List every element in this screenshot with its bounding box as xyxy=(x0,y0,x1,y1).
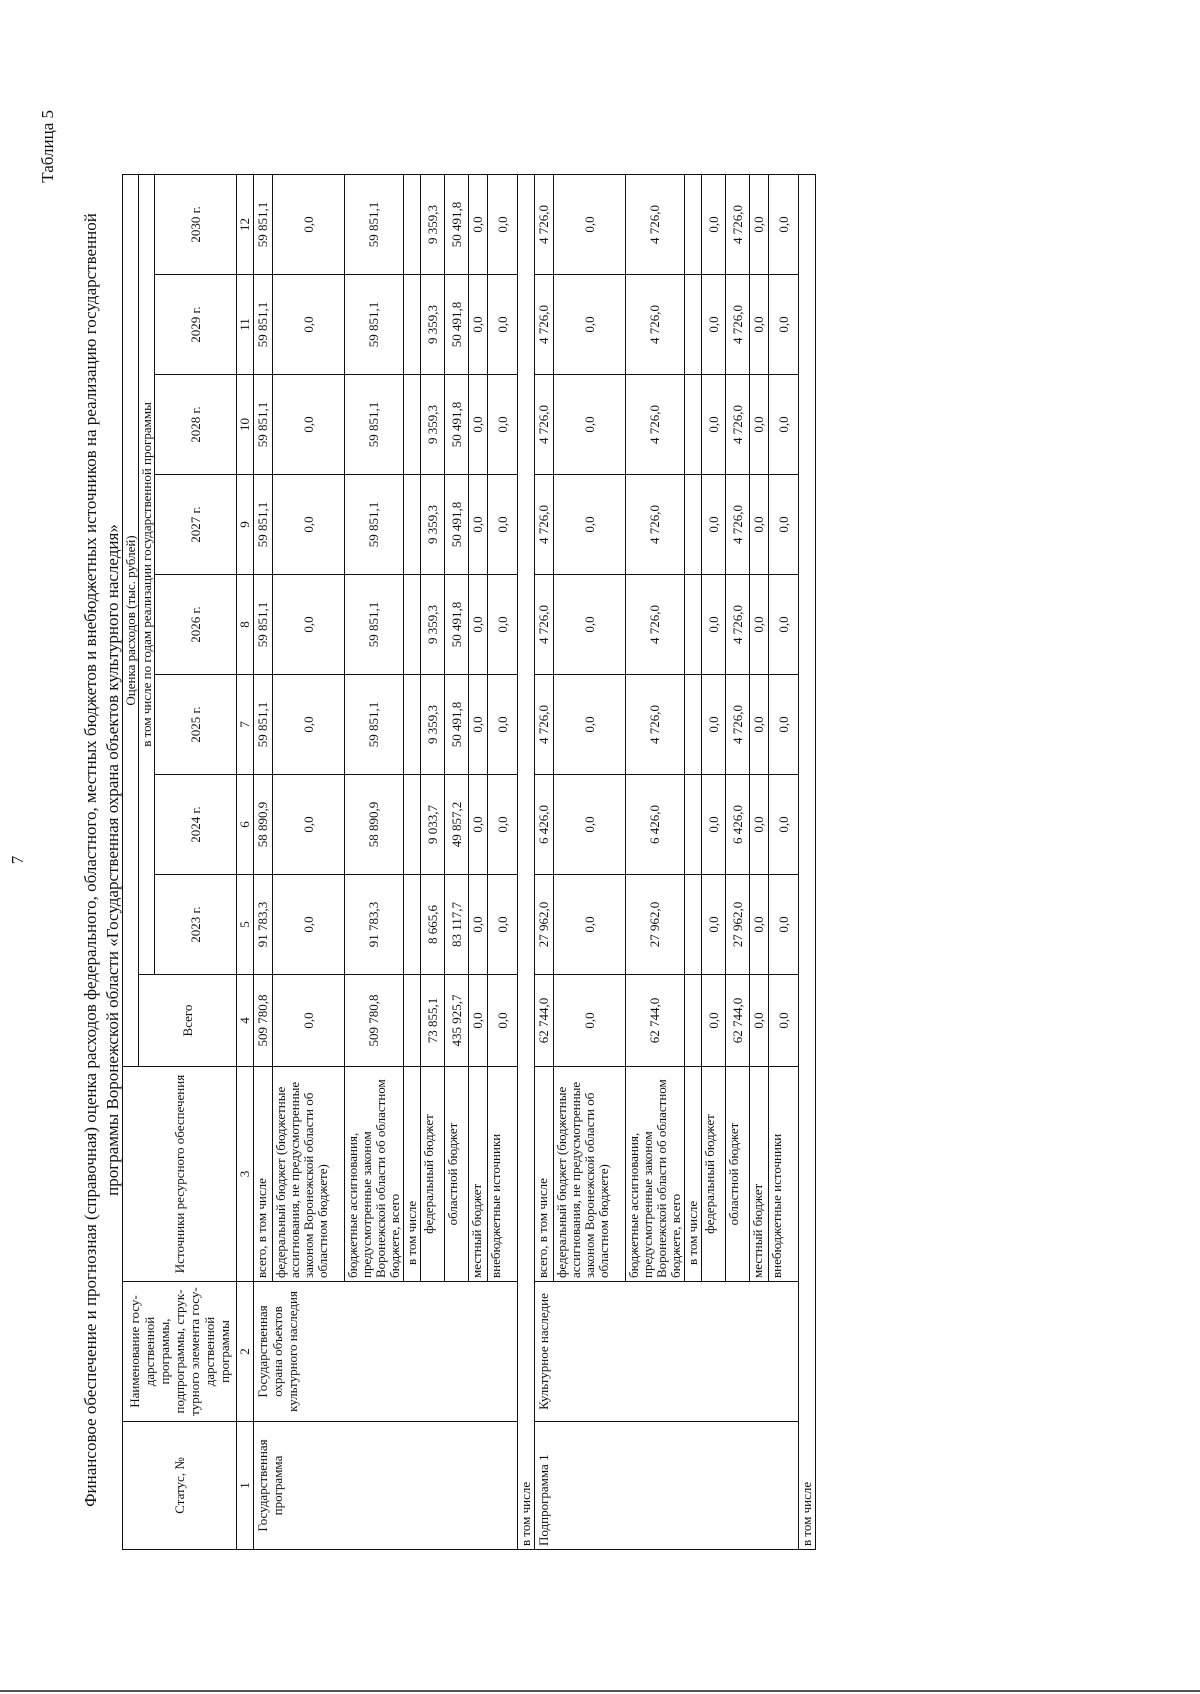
value-cell: 27 962,0 xyxy=(726,875,750,975)
column-number: 10 xyxy=(237,375,254,475)
value-cell: 91 783,3 xyxy=(345,875,404,975)
value-cell: 0,0 xyxy=(469,174,488,274)
table-row xyxy=(535,174,554,1549)
column-numbers-row xyxy=(237,174,254,1549)
value-cell xyxy=(404,575,421,675)
value-cell: 0,0 xyxy=(769,775,799,875)
value-cell: 6 426,0 xyxy=(626,775,685,875)
column-number: 3 xyxy=(237,1067,254,1282)
value-cell: 0,0 xyxy=(702,675,726,775)
value-cell: 50 491,8 xyxy=(445,675,469,775)
row-in-that-number: в том числе xyxy=(799,174,816,1549)
value-cell: 59 851,1 xyxy=(345,575,404,675)
value-cell: 0,0 xyxy=(488,275,518,375)
value-cell: 83 117,7 xyxy=(445,875,469,975)
row-source: федеральный бюджет xyxy=(702,1067,726,1282)
value-cell: 4 726,0 xyxy=(726,475,750,575)
value-cell: 509 780,8 xyxy=(254,975,273,1067)
value-cell: 62 744,0 xyxy=(726,975,750,1067)
value-cell: 0,0 xyxy=(702,875,726,975)
value-cell: 4 726,0 xyxy=(726,575,750,675)
value-cell: 9 359,3 xyxy=(421,475,445,575)
value-cell: 0,0 xyxy=(469,775,488,875)
value-cell: 0,0 xyxy=(273,174,345,274)
value-cell: 0,0 xyxy=(273,275,345,375)
value-cell: 0,0 xyxy=(769,475,799,575)
value-cell: 59 851,1 xyxy=(345,675,404,775)
value-cell: 59 851,1 xyxy=(345,275,404,375)
header-year: 2027 г. xyxy=(155,475,237,575)
header-year: 2023 г. xyxy=(155,875,237,975)
value-cell: 0,0 xyxy=(702,775,726,875)
value-cell: 0,0 xyxy=(488,675,518,775)
value-cell: 9 033,7 xyxy=(421,775,445,875)
value-cell: 4 726,0 xyxy=(726,675,750,775)
value-cell: 0,0 xyxy=(488,174,518,274)
header-source: Источники ресурсного обеспечения xyxy=(123,1067,237,1282)
row-in-that-number: в том числе xyxy=(518,174,535,1549)
value-cell: 9 359,3 xyxy=(421,375,445,475)
column-number: 9 xyxy=(237,475,254,575)
row-source: всего, в том числе xyxy=(254,1067,273,1282)
value-cell: 0,0 xyxy=(702,475,726,575)
value-cell: 59 851,1 xyxy=(254,575,273,675)
value-cell xyxy=(404,275,421,375)
value-cell: 59 851,1 xyxy=(254,675,273,775)
value-cell: 0,0 xyxy=(469,675,488,775)
column-number: 6 xyxy=(237,775,254,875)
value-cell: 50 491,8 xyxy=(445,475,469,575)
row-source: всего, в том числе xyxy=(535,1067,554,1282)
row-program-name: Культурное наследие xyxy=(535,1282,799,1422)
row-source: федеральный бюджет xyxy=(421,1067,445,1282)
value-cell: 59 851,1 xyxy=(254,375,273,475)
value-cell: 0,0 xyxy=(769,275,799,375)
value-cell: 91 783,3 xyxy=(254,875,273,975)
title-line-2: программы Воронежской области «Государственная охрана объектов культурного наследия» xyxy=(103,524,122,1196)
value-cell xyxy=(404,174,421,274)
header-by-years: в том числе по годам реализации государственной программы xyxy=(139,174,155,974)
value-cell: 4 726,0 xyxy=(626,675,685,775)
value-cell: 0,0 xyxy=(488,775,518,875)
value-cell: 0,0 xyxy=(554,775,626,875)
row-program-name: Государственная охрана объектов культурного наследия xyxy=(254,1282,518,1422)
header-name: Наименование госу-дарственной программы, подпрограммы, струк-турного элемента госу-дарственной программы xyxy=(123,1282,237,1422)
table-row xyxy=(254,174,273,1549)
column-number: 4 xyxy=(237,975,254,1067)
value-cell xyxy=(404,375,421,475)
value-cell: 9 359,3 xyxy=(421,174,445,274)
value-cell: 0,0 xyxy=(469,875,488,975)
column-number: 8 xyxy=(237,575,254,675)
value-cell: 0,0 xyxy=(273,475,345,575)
value-cell: 73 855,1 xyxy=(421,975,445,1067)
header-year: 2024 г. xyxy=(155,775,237,875)
row-source: федеральный бюджет (бюджетные ассигнования, не предусмотренные законом Воронежской области об областном бюджете) xyxy=(273,1067,345,1282)
value-cell: 0,0 xyxy=(554,575,626,675)
value-cell xyxy=(685,174,702,274)
value-cell xyxy=(685,775,702,875)
value-cell: 0,0 xyxy=(273,675,345,775)
value-cell: 9 359,3 xyxy=(421,575,445,675)
table-row-span xyxy=(799,174,816,1549)
value-cell: 0,0 xyxy=(488,575,518,675)
value-cell: 0,0 xyxy=(469,475,488,575)
value-cell: 0,0 xyxy=(488,875,518,975)
value-cell: 59 851,1 xyxy=(254,275,273,375)
value-cell: 0,0 xyxy=(750,675,769,775)
value-cell xyxy=(685,675,702,775)
value-cell: 9 359,3 xyxy=(421,675,445,775)
value-cell: 509 780,8 xyxy=(345,975,404,1067)
value-cell: 0,0 xyxy=(469,575,488,675)
value-cell: 0,0 xyxy=(554,875,626,975)
value-cell: 0,0 xyxy=(554,174,626,274)
value-cell: 50 491,8 xyxy=(445,575,469,675)
value-cell: 4 726,0 xyxy=(535,575,554,675)
value-cell: 0,0 xyxy=(769,675,799,775)
column-number: 7 xyxy=(237,675,254,775)
value-cell: 0,0 xyxy=(750,275,769,375)
header-year: 2026 г. xyxy=(155,575,237,675)
value-cell: 0,0 xyxy=(750,575,769,675)
value-cell: 4 726,0 xyxy=(726,174,750,274)
value-cell xyxy=(404,875,421,975)
value-cell: 4 726,0 xyxy=(535,675,554,775)
value-cell: 59 851,1 xyxy=(345,375,404,475)
value-cell: 58 890,9 xyxy=(254,775,273,875)
value-cell: 4 726,0 xyxy=(626,475,685,575)
value-cell: 6 426,0 xyxy=(535,775,554,875)
column-number: 1 xyxy=(237,1422,254,1550)
column-number: 11 xyxy=(237,275,254,375)
value-cell: 27 962,0 xyxy=(535,875,554,975)
value-cell: 9 359,3 xyxy=(421,275,445,375)
value-cell xyxy=(404,675,421,775)
value-cell: 59 851,1 xyxy=(345,174,404,274)
row-status: Государственная программа xyxy=(254,1422,518,1550)
value-cell: 0,0 xyxy=(273,775,345,875)
value-cell: 6 426,0 xyxy=(726,775,750,875)
value-cell: 27 962,0 xyxy=(626,875,685,975)
value-cell: 0,0 xyxy=(554,975,626,1067)
value-cell: 0,0 xyxy=(554,375,626,475)
row-status: Подпрограмма 1 xyxy=(535,1422,799,1550)
row-source: областной бюджет xyxy=(726,1067,750,1282)
value-cell: 0,0 xyxy=(769,375,799,475)
value-cell: 0,0 xyxy=(769,875,799,975)
value-cell: 0,0 xyxy=(273,975,345,1067)
value-cell: 50 491,8 xyxy=(445,375,469,475)
value-cell: 62 744,0 xyxy=(626,975,685,1067)
value-cell: 49 857,2 xyxy=(445,775,469,875)
value-cell xyxy=(404,975,421,1067)
value-cell: 0,0 xyxy=(702,575,726,675)
value-cell: 4 726,0 xyxy=(726,275,750,375)
value-cell: 0,0 xyxy=(702,975,726,1067)
value-cell: 0,0 xyxy=(750,475,769,575)
value-cell: 0,0 xyxy=(488,475,518,575)
table-body xyxy=(254,174,816,1549)
row-source: местный бюджет xyxy=(469,1067,488,1282)
header-total: Всего xyxy=(139,975,237,1067)
value-cell: 50 491,8 xyxy=(445,275,469,375)
document-title xyxy=(80,170,124,1550)
row-source: федеральный бюджет (бюджетные ассигнования, не предусмотренные законом Воронежской области об областном бюджете) xyxy=(554,1067,626,1282)
column-number: 2 xyxy=(237,1282,254,1422)
value-cell: 0,0 xyxy=(750,174,769,274)
value-cell xyxy=(685,375,702,475)
value-cell: 0,0 xyxy=(750,975,769,1067)
value-cell: 0,0 xyxy=(769,975,799,1067)
row-source: в том числе xyxy=(404,1067,421,1282)
header-status: Статус, № xyxy=(123,1422,237,1550)
value-cell: 0,0 xyxy=(554,475,626,575)
value-cell: 4 726,0 xyxy=(626,174,685,274)
value-cell: 0,0 xyxy=(702,375,726,475)
value-cell: 4 726,0 xyxy=(535,475,554,575)
value-cell xyxy=(404,475,421,575)
header-year: 2029 г. xyxy=(155,275,237,375)
value-cell: 4 726,0 xyxy=(626,375,685,475)
value-cell: 0,0 xyxy=(750,775,769,875)
header-year: 2030 г. xyxy=(155,174,237,274)
value-cell: 0,0 xyxy=(750,375,769,475)
value-cell: 0,0 xyxy=(769,174,799,274)
row-source: областной бюджет xyxy=(445,1067,469,1282)
value-cell: 0,0 xyxy=(488,975,518,1067)
value-cell: 0,0 xyxy=(469,975,488,1067)
value-cell: 0,0 xyxy=(702,275,726,375)
value-cell: 0,0 xyxy=(488,375,518,475)
value-cell: 0,0 xyxy=(469,375,488,475)
value-cell: 0,0 xyxy=(750,875,769,975)
value-cell: 0,0 xyxy=(769,575,799,675)
value-cell: 4 726,0 xyxy=(535,174,554,274)
row-source: бюджетные ассигнования, предусмотренные законом Воронежской области об областном бюджете, всего xyxy=(626,1067,685,1282)
header-year: 2028 г. xyxy=(155,375,237,475)
value-cell: 59 851,1 xyxy=(254,475,273,575)
value-cell: 0,0 xyxy=(273,575,345,675)
row-source: бюджетные ассигнования, предусмотренные законом Воронежской области об областном бюджете, всего xyxy=(345,1067,404,1282)
row-source: местный бюджет xyxy=(750,1067,769,1282)
value-cell: 4 726,0 xyxy=(535,275,554,375)
value-cell: 435 925,7 xyxy=(445,975,469,1067)
rotated-page xyxy=(0,110,1110,1610)
row-source: внебюджетные источники xyxy=(769,1067,799,1282)
scan-edge-line xyxy=(0,1690,1200,1692)
value-cell xyxy=(404,775,421,875)
table-label: Таблица 5 xyxy=(38,110,57,183)
value-cell: 4 726,0 xyxy=(535,375,554,475)
value-cell xyxy=(685,575,702,675)
column-number: 5 xyxy=(237,875,254,975)
header-year: 2025 г. xyxy=(155,675,237,775)
value-cell xyxy=(685,875,702,975)
value-cell: 0,0 xyxy=(554,275,626,375)
column-number: 12 xyxy=(237,174,254,274)
title-line-1: Финансовое обеспечение и прогнозная (справочная) оценка расходов федерального, областного, местных бюджетов и внебюджетных источников на реализацию государственной xyxy=(81,213,100,1507)
value-cell: 50 491,8 xyxy=(445,174,469,274)
finance-table xyxy=(122,174,816,1550)
value-cell xyxy=(685,275,702,375)
value-cell: 4 726,0 xyxy=(626,275,685,375)
value-cell: 0,0 xyxy=(469,275,488,375)
value-cell xyxy=(685,475,702,575)
value-cell: 4 726,0 xyxy=(626,575,685,675)
table-row-span xyxy=(518,174,535,1549)
page-number: 7 xyxy=(8,855,27,865)
value-cell: 59 851,1 xyxy=(345,475,404,575)
value-cell: 4 726,0 xyxy=(726,375,750,475)
value-cell: 58 890,9 xyxy=(345,775,404,875)
value-cell: 0,0 xyxy=(702,174,726,274)
value-cell: 62 744,0 xyxy=(535,975,554,1067)
value-cell: 0,0 xyxy=(273,875,345,975)
value-cell xyxy=(685,975,702,1067)
value-cell: 0,0 xyxy=(273,375,345,475)
header-estimate: Оценка расходов (тыс. рублей) xyxy=(123,174,139,1066)
value-cell: 59 851,1 xyxy=(254,174,273,274)
row-source: в том числе xyxy=(685,1067,702,1282)
row-source: внебюджетные источники xyxy=(488,1067,518,1282)
value-cell: 0,0 xyxy=(554,675,626,775)
value-cell: 8 665,6 xyxy=(421,875,445,975)
